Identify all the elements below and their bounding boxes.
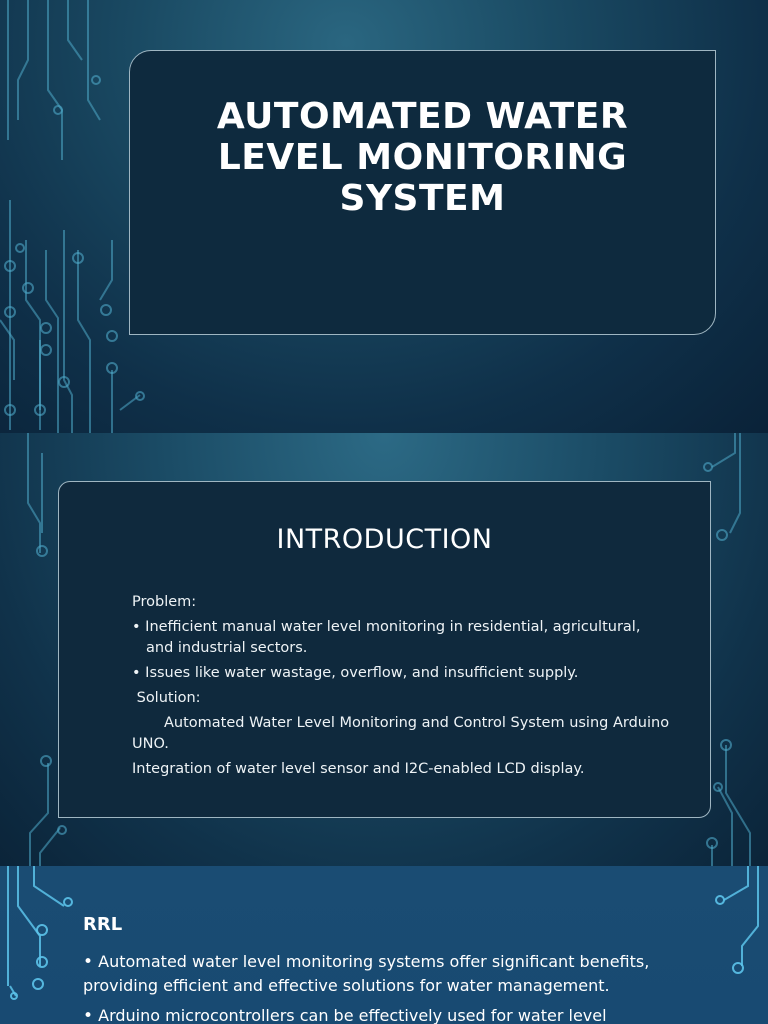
rrl-bullet-text: Automated water level monitoring systems offer significant benefits, providing efficient and effective solutions for water management. [83,952,650,995]
title-box [129,50,716,335]
rrl-heading: RRL [83,914,123,935]
slide-rrl [0,866,768,1024]
rrl-bullet-text: Arduino microcontrollers can be effectively used for water level [98,1006,607,1024]
solution-label: Solution: [132,690,201,706]
problem-label: Problem: [132,594,197,610]
rrl-bullet [83,950,683,998]
rrl-bullet [83,1004,683,1024]
introduction-box [58,481,711,818]
problem-bullet: • Inefficient manual water level monitoring in residential, agricultural, and industrial sectors. [132,619,641,656]
problem-bullet: • Issues like water wastage, overflow, and insufficient supply. [132,665,579,681]
slide-title [0,0,768,433]
introduction-body [132,592,672,784]
rrl-body [83,950,683,1024]
solution-line: Integration of water level sensor and I2C-enabled LCD display. [132,761,585,777]
slide-title-text: AUTOMATED WATER LEVEL MONITORING SYSTEM [216,96,629,219]
circuit-decoration-right [708,866,768,1024]
circuit-decoration-left [0,866,90,1024]
bullet-marker: • [83,952,94,972]
bullet-marker: • [83,1006,94,1024]
slide-introduction [0,433,768,866]
section-heading: INTRODUCTION [276,524,493,555]
solution-line: Automated Water Level Monitoring and Control System using Arduino UNO. [132,715,670,752]
